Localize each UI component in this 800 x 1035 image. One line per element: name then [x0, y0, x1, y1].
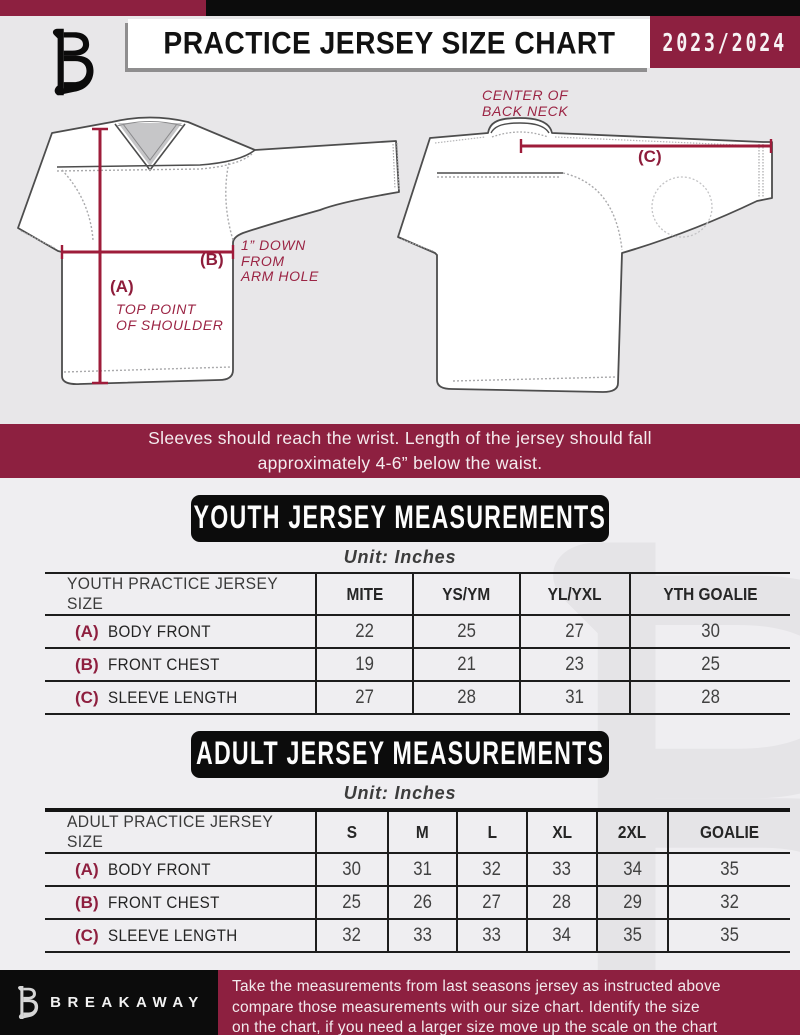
table-row	[45, 615, 790, 648]
row-key: (A)	[75, 859, 99, 879]
measure-b-key: (B)	[200, 250, 224, 269]
top-accent-strip	[0, 0, 800, 16]
cell-value: 28	[457, 686, 476, 708]
fit-notice-line1: Sleeves should reach the wrist. Length of the jersey should fall	[148, 428, 652, 448]
measure-b-caption: 1” DOWN FROM ARM HOLE	[241, 237, 319, 284]
back-neck-caption: CENTER OF BACK NECK	[482, 87, 569, 119]
row-key: (B)	[75, 654, 99, 674]
title-box	[128, 19, 650, 68]
table-row	[45, 853, 790, 886]
table-row	[45, 648, 790, 681]
cell-value: 28	[701, 686, 720, 708]
footer-instructions	[218, 970, 800, 1035]
top-accent-strip-maroon	[0, 0, 206, 16]
youth-section-heading: YOUTH JERSEY MEASUREMENTS	[193, 500, 607, 536]
cell-value: 33	[552, 858, 572, 880]
youth-col-ysym: YS/YM	[442, 583, 491, 604]
measure-a-caption: TOP POINT OF SHOULDER	[116, 301, 224, 333]
adult-section-banner	[191, 731, 609, 778]
adult-size-table	[45, 808, 790, 953]
row-label: SLEEVE LENGTH	[107, 926, 238, 945]
cell-value: 34	[552, 924, 572, 946]
table-row	[45, 919, 790, 952]
season-badge	[650, 16, 800, 68]
page-title: PRACTICE JERSEY SIZE CHART	[162, 25, 615, 61]
cell-value: 31	[565, 686, 585, 708]
measurements-section	[0, 478, 800, 970]
youth-size-table	[45, 572, 790, 715]
youth-section-banner	[191, 495, 609, 542]
cell-value: 31	[413, 858, 432, 880]
cell-value: 27	[565, 620, 585, 642]
youth-col-size: YOUTH PRACTICE JERSEY SIZE	[67, 574, 278, 613]
youth-col-ylyxl: YL/YXL	[548, 583, 602, 604]
row-label: BODY FRONT	[107, 622, 211, 641]
season-label: 2023/2024	[662, 27, 788, 57]
row-key: (B)	[75, 892, 99, 912]
youth-col-goalie: YTH GOALIE	[663, 583, 758, 604]
cell-value: 19	[355, 653, 374, 675]
row-key: (A)	[75, 621, 99, 641]
cell-value: 33	[413, 924, 432, 946]
cell-value: 27	[482, 891, 502, 913]
fit-notice-line2: approximately 4-6” below the waist.	[257, 453, 543, 473]
footer-instruction-line3: on the chart, if you need a larger size move up the scale on the chart	[232, 1019, 718, 1035]
breakaway-logo-small-icon	[13, 985, 39, 1020]
cell-value: 22	[355, 620, 374, 642]
jersey-diagrams	[0, 68, 800, 424]
row-key: (C)	[75, 687, 99, 707]
cell-value: 32	[720, 891, 739, 913]
cell-value: 23	[565, 653, 585, 675]
adult-col-2xl: 2XL	[618, 821, 647, 842]
adult-col-l: L	[487, 821, 497, 842]
measure-c-key: (C)	[638, 147, 662, 166]
adult-unit-label: Unit: Inches	[343, 783, 457, 803]
cell-value: 34	[623, 858, 642, 880]
cell-value: 35	[623, 924, 642, 946]
row-label: FRONT CHEST	[107, 655, 220, 674]
row-label: SLEEVE LENGTH	[107, 688, 238, 707]
table-row	[45, 681, 790, 714]
row-label: FRONT CHEST	[107, 893, 220, 912]
youth-col-mite: MITE	[346, 583, 383, 604]
adult-section-heading: ADULT JERSEY MEASUREMENTS	[195, 736, 605, 772]
row-label: BODY FRONT	[107, 860, 211, 879]
cell-value: 35	[720, 924, 739, 946]
cell-value: 26	[413, 891, 432, 913]
back-jersey-illustration	[395, 85, 800, 405]
cell-value: 25	[701, 653, 720, 675]
adult-col-goalie: GOALIE	[699, 821, 760, 842]
adult-col-m: M	[416, 821, 429, 842]
cell-value: 35	[720, 858, 739, 880]
cell-value: 33	[482, 924, 502, 946]
cell-value: 27	[355, 686, 374, 708]
cell-value: 30	[342, 858, 362, 880]
cell-value: 28	[552, 891, 572, 913]
adult-col-xl: XL	[552, 821, 572, 842]
cell-value: 32	[342, 924, 362, 946]
cell-value: 29	[623, 891, 642, 913]
cell-value: 30	[701, 620, 720, 642]
adult-col-s: S	[346, 821, 358, 842]
youth-table-header-row	[45, 573, 790, 615]
adult-col-size: ADULT PRACTICE JERSEY SIZE	[67, 812, 273, 851]
measure-a-key: (A)	[110, 277, 134, 296]
row-key: (C)	[75, 925, 99, 945]
table-row	[45, 886, 790, 919]
cell-value: 25	[342, 891, 362, 913]
brand-name: BREAKAWAY	[50, 994, 205, 1011]
cell-value: 25	[457, 620, 476, 642]
footer-instruction-line2: compare those measurements with our size chart. Identify the size	[232, 998, 700, 1016]
cell-value: 21	[457, 653, 476, 675]
footer	[0, 970, 800, 1035]
cell-value: 32	[482, 858, 502, 880]
adult-table-header-row	[45, 810, 790, 853]
fit-notice-banner	[0, 424, 800, 478]
footer-brand-block	[0, 970, 218, 1035]
footer-instruction-line1: Take the measurements from last seasons jersey as instructed above	[232, 978, 721, 995]
youth-unit-label: Unit: Inches	[343, 547, 457, 567]
